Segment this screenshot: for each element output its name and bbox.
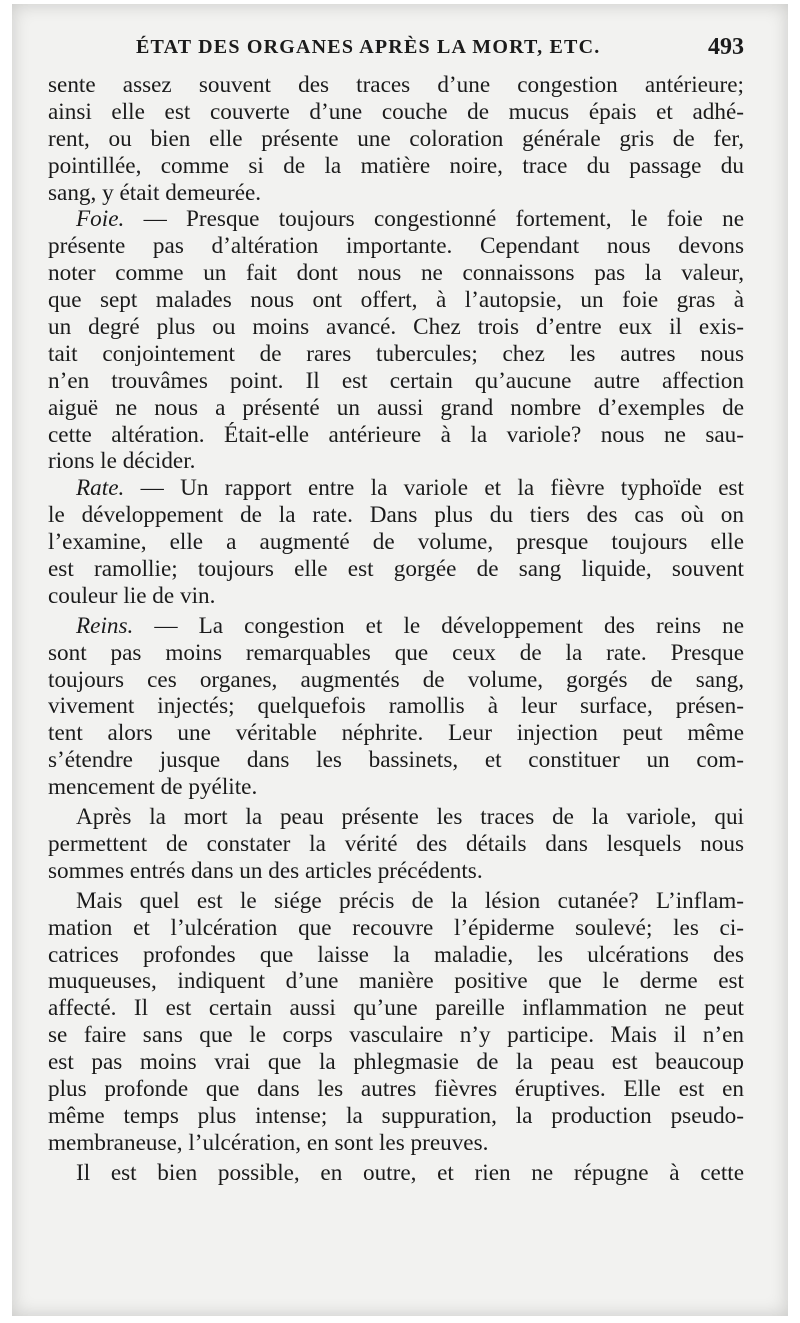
text-line: aiguë ne nous a présenté un aussi grand nombre d’exemples de xyxy=(48,394,744,421)
page-content xyxy=(48,36,744,1187)
text-line: mation et l’ulcération que recouvre l’épiderme soulevé; les ci- xyxy=(48,914,744,941)
paragraph-siege xyxy=(48,888,744,1157)
paragraph-possible xyxy=(48,1160,744,1187)
paragraph-continuation xyxy=(48,72,744,206)
text-line: est pas moins vrai que la phlegmasie de la peau est beaucoup xyxy=(48,1049,744,1076)
text-line xyxy=(48,475,744,502)
text-line: catrices profondes que laisse la maladie, les ulcérations des xyxy=(48,941,744,968)
text-line: noter comme un fait dont nous ne connaissons pas la valeur, xyxy=(48,260,744,287)
paragraph-foie xyxy=(48,206,744,475)
text-line: est ramollie; toujours elle est gorgée de sang liquide, souvent xyxy=(48,556,744,583)
section-label-foie: Foie. xyxy=(76,206,125,233)
text-line: n’en trouvâmes point. Il est certain qu’aucune autre affection xyxy=(48,367,744,394)
text-line: vivement injectés; quelquefois ramollis à leur surface, présen- xyxy=(48,693,744,720)
text-line: se faire sans que le corps vasculaire n’y participe. Mais il n’en xyxy=(48,1022,744,1049)
section-label-rate: Rate. xyxy=(76,475,125,502)
text-line: tent alors une véritable néphrite. Leur injection peut même xyxy=(48,720,744,747)
page-number: 493 xyxy=(708,34,744,60)
text-line: sang, y était demeurée. xyxy=(48,179,262,206)
text-line: ainsi elle est couverte d’une couche de mucus épais et adhé- xyxy=(48,98,744,125)
text-line: l’examine, elle a augmenté de volume, presque toujours elle xyxy=(48,529,744,556)
text-run: — Presque toujours congestionné fortement, le foie ne xyxy=(124,206,744,233)
page-header xyxy=(48,36,744,72)
paragraph-reins xyxy=(48,613,744,801)
text-line: sont pas moins remarquables que ceux de la rate. Presque xyxy=(48,639,744,666)
text-line: présente pas d’altération importante. Cependant nous devons xyxy=(48,233,744,260)
running-head: ÉTAT DES ORGANES APRÈS LA MORT, ETC. xyxy=(136,36,601,58)
text-line: s’étendre jusque dans les bassinets, et constituer un com- xyxy=(48,747,744,774)
text-line: affecté. Il est certain aussi qu’une pareille inflammation ne peut xyxy=(48,995,744,1022)
text-run: — Un rapport entre la variole et la fièvre typhoïde est xyxy=(124,475,744,502)
text-line: Il est bien possible, en outre, et rien ne répugne à cette xyxy=(76,1159,744,1186)
text-line: permettent de constater la vérité des détails dans lesquels nous xyxy=(48,830,744,857)
text-line: toujours ces organes, augmentés de volume, gorgés de sang, xyxy=(48,666,744,693)
text-line xyxy=(48,613,744,640)
text-line: rions le décider. xyxy=(48,448,196,475)
text-line: un degré plus ou moins avancé. Chez trois d’entre eux il exis- xyxy=(48,314,744,341)
text-line: Mais quel est le siége précis de la lésion cutanée? L’inflam- xyxy=(76,887,744,914)
text-line: cette altération. Était-elle antérieure à la variole? nous ne sau- xyxy=(48,421,744,448)
section-label-reins: Reins. xyxy=(76,612,134,639)
text-line xyxy=(48,206,744,233)
text-line: pointillée, comme si de la matière noire, trace du passage du xyxy=(48,152,744,179)
text-line: mencement de pyélite. xyxy=(48,774,258,801)
text-line: muqueuses, indiquent d’une manière positive que le derme est xyxy=(48,968,744,995)
text-line: couleur lie de vin. xyxy=(48,582,216,609)
text-run: — La congestion et le développement des reins ne xyxy=(133,612,744,639)
text-line: rent, ou bien elle présente une coloration générale gris de fer, xyxy=(48,125,744,152)
text-line: tait conjointement de rares tubercules; chez les autres nous xyxy=(48,340,744,367)
text-line: que sept malades nous ont offert, à l’autopsie, un foie gras à xyxy=(48,287,744,314)
paragraph-peau xyxy=(48,804,744,885)
text-line: sommes entrés dans un des articles précédents. xyxy=(48,857,483,884)
text-line: membraneuse, l’ulcération, en sont les preuves. xyxy=(48,1129,489,1156)
text-line: le développement de la rate. Dans plus du tiers des cas où on xyxy=(48,502,744,529)
text-line: plus profonde que dans les autres fièvres éruptives. Elle est en xyxy=(48,1075,744,1102)
text-line: même temps plus intense; la suppuration, la production pseudo- xyxy=(48,1102,744,1129)
text-line: sente assez souvent des traces d’une congestion antérieure; xyxy=(48,72,744,98)
paragraph-rate xyxy=(48,475,744,609)
text-line: Après la mort la peau présente les traces de la variole, qui xyxy=(76,804,744,831)
